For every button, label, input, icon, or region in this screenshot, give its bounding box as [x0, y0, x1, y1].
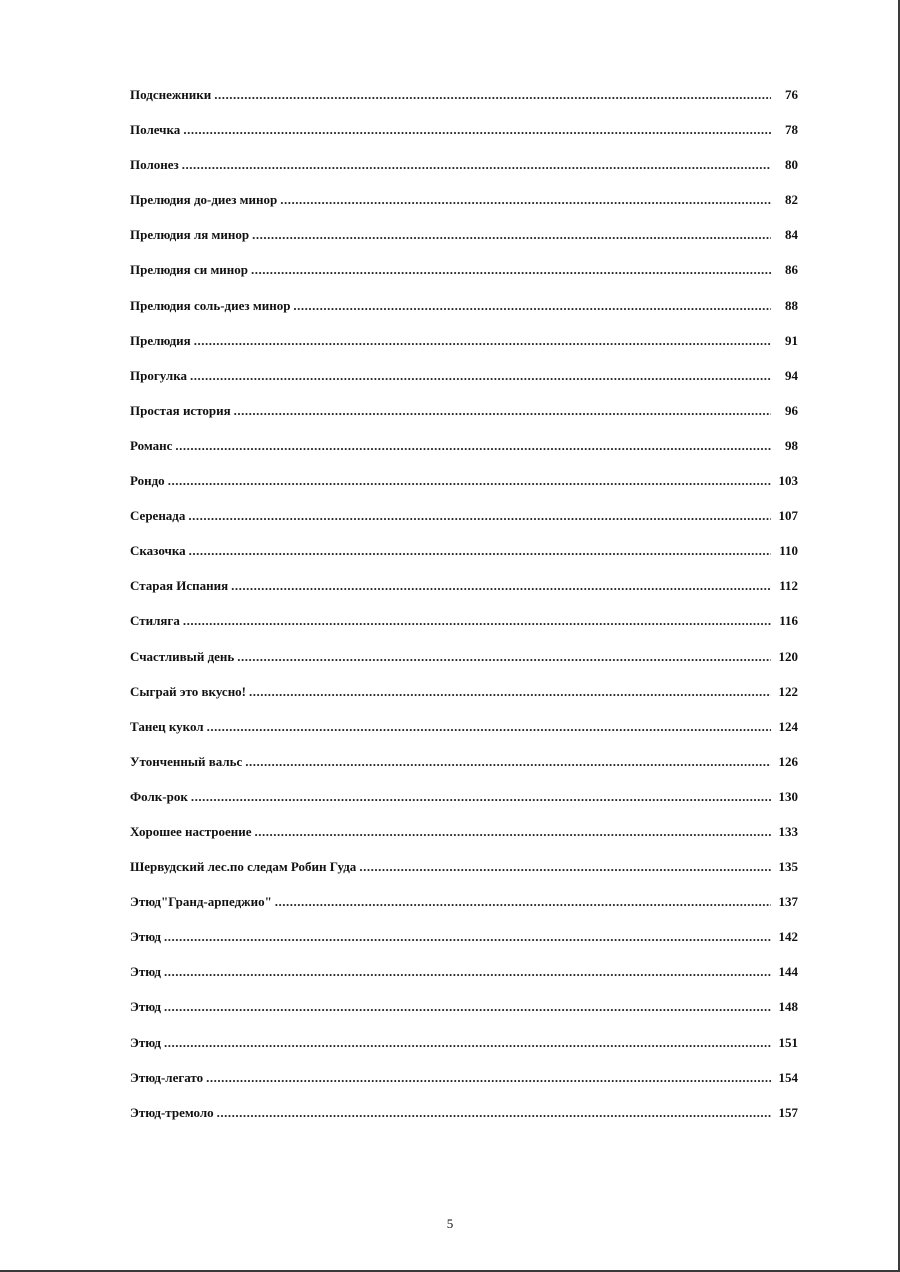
toc-entry	[130, 819, 798, 854]
toc-entry	[130, 573, 798, 608]
toc-dot-leader	[249, 679, 771, 705]
toc-dot-leader	[255, 819, 771, 845]
toc-entry	[130, 924, 798, 959]
toc-entry-title: Этюд	[130, 964, 161, 980]
toc-entry	[130, 117, 798, 152]
toc-entry-title: Этюд-легато	[130, 1069, 204, 1085]
toc-entry-page: 88	[785, 297, 798, 313]
toc-entry	[130, 784, 798, 819]
toc-entry-title: Полонез	[130, 157, 179, 173]
toc-dot-leader	[237, 644, 771, 670]
toc-entry	[130, 398, 798, 433]
toc-entry-title: Шервудский лес.по следам Робин Гуда	[130, 859, 357, 875]
toc-dot-leader	[164, 959, 771, 985]
toc-entry-page: 122	[778, 683, 798, 699]
toc-dot-leader	[189, 538, 771, 564]
toc-dot-leader	[214, 82, 771, 108]
toc-entry-title: Сказочка	[130, 543, 186, 559]
toc-dot-leader	[194, 328, 771, 354]
toc-entry-title: Прелюдия	[130, 332, 191, 348]
toc-entry-page: 107	[778, 508, 798, 524]
toc-entry-page: 142	[778, 929, 798, 945]
toc-dot-leader	[188, 503, 771, 529]
toc-entry-title: Прелюдия ля минор	[130, 227, 250, 243]
toc-entry	[130, 468, 798, 503]
toc-entry-page: 151	[778, 1034, 798, 1050]
toc-entry	[130, 714, 798, 749]
toc-entry-page: 130	[778, 788, 798, 804]
toc-entry	[130, 257, 798, 292]
toc-entry-page: 157	[778, 1104, 798, 1120]
toc-entry-title: Этюд	[130, 929, 161, 945]
toc-entry-title: Романс	[130, 437, 173, 453]
toc-entry	[130, 959, 798, 994]
toc-entry-title: Танец кукол	[130, 718, 204, 734]
toc-dot-leader	[175, 433, 771, 459]
toc-entry	[130, 644, 798, 679]
toc-entry-page: 120	[778, 648, 798, 664]
toc-dot-leader	[164, 924, 771, 950]
toc-entry	[130, 749, 798, 784]
toc-entry-title: Подснежники	[130, 87, 212, 102]
toc-entry-title: Прогулка	[130, 367, 188, 383]
toc-dot-leader	[280, 187, 771, 213]
toc-entry	[130, 328, 798, 363]
toc-entry-page: 94	[785, 367, 798, 383]
toc-dot-leader	[190, 363, 771, 389]
toc-entry-title: Фолк-рок	[130, 788, 188, 804]
toc-dot-leader	[164, 994, 771, 1020]
toc-entry-page: 124	[778, 718, 798, 734]
toc-entry-page: 78	[785, 122, 798, 138]
toc-entry-title: Сыграй это вкусно!	[130, 683, 247, 699]
toc-entry	[130, 293, 798, 328]
toc-entry-page: 84	[785, 227, 798, 243]
toc-entry	[130, 1030, 798, 1065]
toc-entry-page: 98	[785, 437, 798, 453]
toc-entry-title: Утонченный вальс	[130, 753, 243, 769]
page-number: 5	[446, 1216, 454, 1231]
toc-entry-page: 116	[779, 613, 798, 629]
toc-dot-leader	[168, 468, 771, 494]
toc-entry	[130, 433, 798, 468]
toc-entry	[130, 854, 798, 889]
toc-entry-title: Прелюдия си минор	[130, 262, 249, 278]
toc-dot-leader	[217, 1100, 771, 1126]
toc-entry	[130, 608, 798, 643]
toc-entry	[130, 994, 798, 1029]
table-of-contents	[130, 82, 798, 1135]
toc-entry-title: Этюд"Гранд-арпеджио"	[130, 894, 272, 910]
toc-dot-leader	[183, 117, 771, 143]
toc-entry-title: Этюд	[130, 1034, 161, 1050]
toc-dot-leader	[231, 573, 771, 599]
toc-entry-page: 76	[785, 87, 798, 102]
toc-entry-page: 144	[778, 964, 798, 980]
toc-entry-page: 96	[785, 402, 798, 418]
toc-entry	[130, 82, 798, 117]
toc-entry	[130, 152, 798, 187]
toc-entry	[130, 222, 798, 257]
toc-dot-leader	[183, 608, 771, 634]
toc-dot-leader	[234, 398, 771, 424]
toc-entry-page: 133	[778, 823, 798, 839]
toc-entry-title: Рондо	[130, 473, 165, 489]
toc-entry-title: Полечка	[130, 122, 181, 138]
toc-dot-leader	[293, 293, 771, 319]
toc-entry-page: 110	[779, 543, 798, 559]
toc-entry-title: Старая Испания	[130, 578, 229, 594]
toc-entry-title: Прелюдия соль-диез минор	[130, 297, 291, 313]
toc-dot-leader	[359, 854, 771, 880]
toc-entry	[130, 679, 798, 714]
toc-entry-page: 103	[778, 473, 798, 489]
toc-entry	[130, 187, 798, 222]
toc-entry-title: Простая история	[130, 402, 231, 418]
toc-dot-leader	[164, 1030, 771, 1056]
toc-entry-page: 91	[785, 332, 798, 348]
toc-entry-page: 80	[785, 157, 798, 173]
toc-entry-page: 82	[785, 192, 798, 208]
toc-dot-leader	[251, 257, 771, 283]
toc-entry	[130, 363, 798, 398]
toc-entry	[130, 503, 798, 538]
toc-entry-title: Стиляга	[130, 613, 180, 629]
toc-entry-page: 86	[785, 262, 798, 278]
toc-dot-leader	[245, 749, 771, 775]
toc-dot-leader	[191, 784, 771, 810]
toc-entry-page: 137	[778, 894, 798, 910]
toc-dot-leader	[206, 1065, 771, 1091]
toc-entry	[130, 1065, 798, 1100]
toc-entry-page: 126	[778, 753, 798, 769]
toc-dot-leader	[182, 152, 771, 178]
toc-entry	[130, 1100, 798, 1135]
toc-entry-title: Прелюдия до-диез минор	[130, 192, 278, 208]
toc-entry-title: Серенада	[130, 508, 186, 524]
toc-entry-page: 148	[778, 999, 798, 1015]
toc-entry-title: Хорошее настроение	[130, 823, 252, 839]
toc-entry-page: 135	[778, 859, 798, 875]
toc-entry-page: 112	[779, 578, 798, 594]
toc-dot-leader	[207, 714, 771, 740]
toc-entry-page: 154	[778, 1069, 798, 1085]
toc-entry-title: Счастливый день	[130, 648, 235, 664]
toc-entry	[130, 889, 798, 924]
toc-dot-leader	[275, 889, 771, 915]
toc-dot-leader	[252, 222, 771, 248]
toc-entry	[130, 538, 798, 573]
toc-entry-title: Этюд	[130, 999, 161, 1015]
toc-entry-title: Этюд-тремоло	[130, 1104, 214, 1120]
